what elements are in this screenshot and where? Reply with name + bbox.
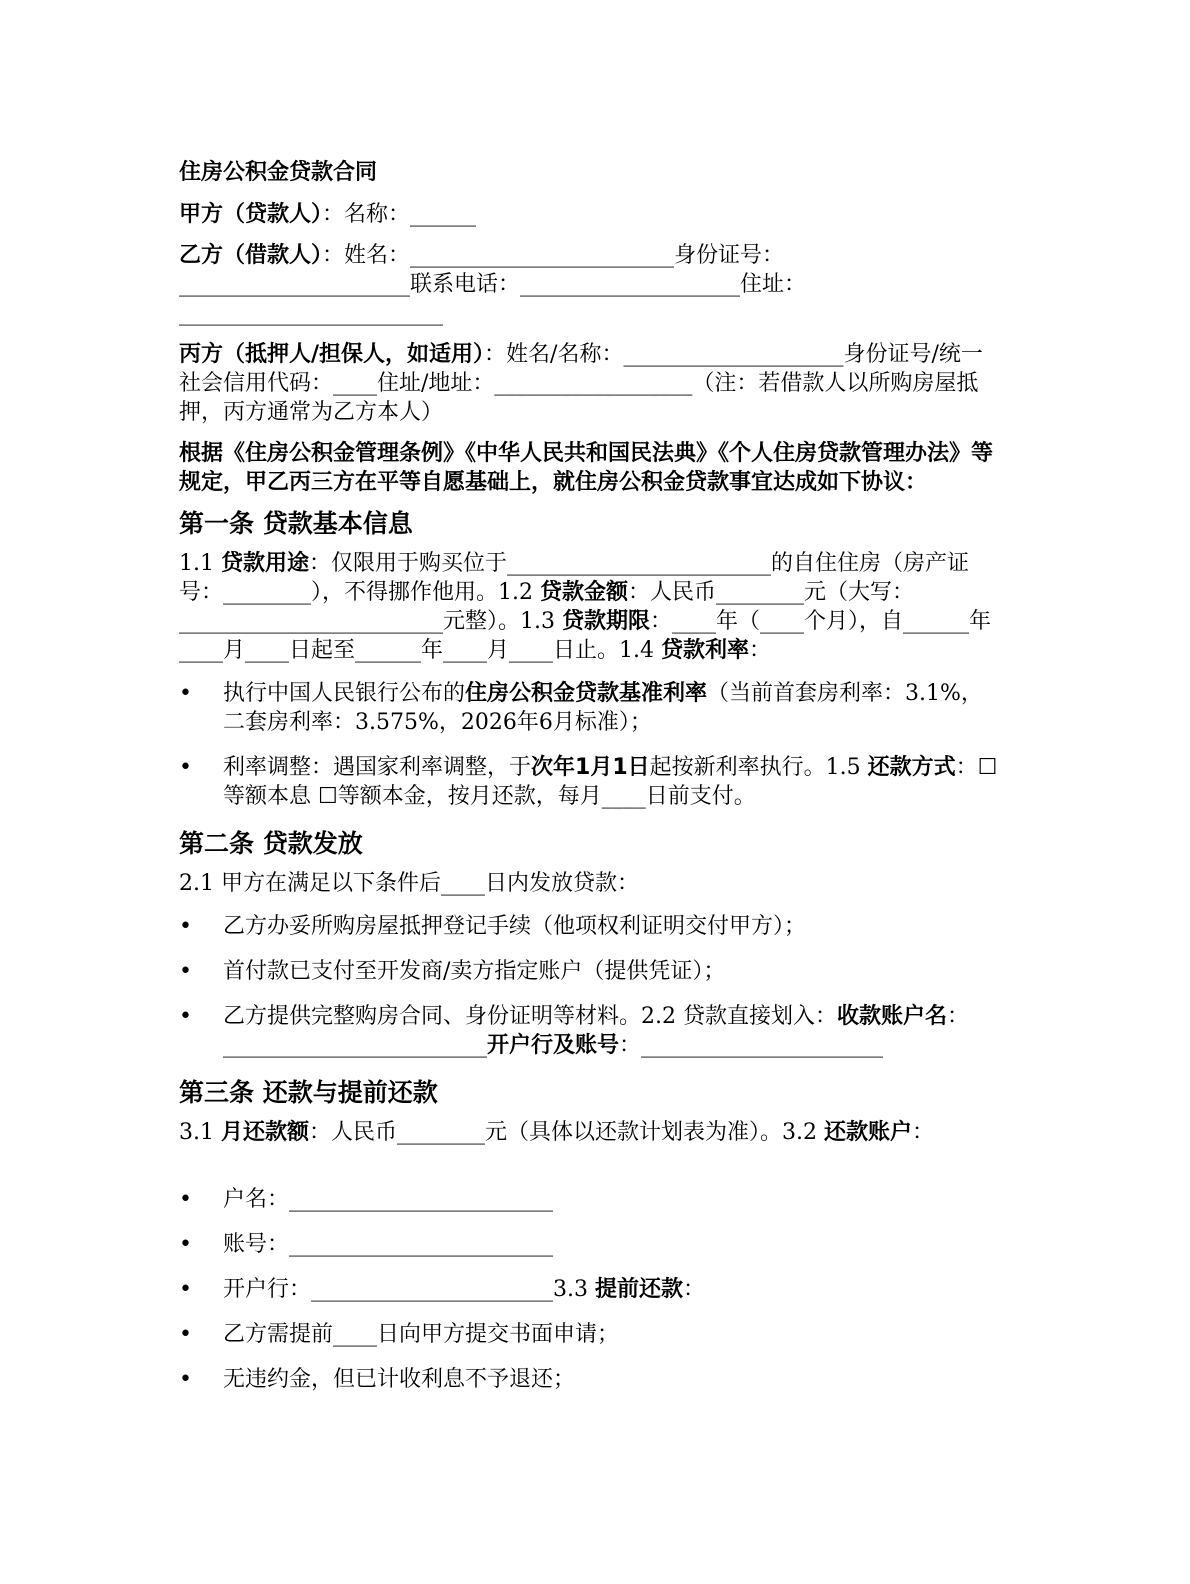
clause-3-3-text: ： [683,1277,706,1302]
clause-3-1-number: 3.1 [179,1120,221,1145]
preamble: 根据《住房公积金管理条例》《中华人民共和国民法典》《个人住房贷款管理办法》等规定，甲乙丙三方在平等自愿基础上，就住房公积金贷款事宜达成如下协议： [179,441,994,495]
contract-page [179,158,1001,1410]
list-item [179,679,1001,737]
clause-1-3-label: 贷款期限 [561,609,650,634]
bullet-icon: • [179,1004,192,1029]
article-3-heading: 第三条 还款与提前还款 [179,1078,438,1107]
article-3-list [179,1185,1001,1394]
account-bank: 开户行：______________________3.3 [223,1277,595,1302]
bullet-icon: • [179,1187,192,1212]
party-b-label: 乙方（借款人） [179,243,323,268]
clause-1-5-text: ：☐等额本息 ☐等额本金，按月还款，每月____日前支付。 [223,755,998,809]
payee-account-label: 收款账户名 [836,1004,947,1029]
document-title: 住房公积金贷款合同 [179,160,378,185]
condition-mortgage: 乙方办妥所购房屋抵押登记手续（他项权利证明交付甲方）； [223,914,807,939]
list-item [179,912,1001,941]
list-item [179,1365,1001,1394]
condition-documents: 乙方提供完整购房合同、身份证明等材料。2.2 贷款直接划入： [223,1004,837,1029]
bullet-icon: • [179,914,192,939]
party-a-text: ：名称：______ [322,202,477,227]
list-item [179,957,1001,986]
article-1-list [179,679,1001,811]
list-item [179,1275,1001,1304]
list-item [179,1230,1001,1259]
clause-1-4-text: ： [749,638,772,663]
clause-3-2-label: 还款账户 [823,1120,912,1145]
bullet-icon: • [179,1232,192,1257]
clause-1-2-label: 贷款金额 [539,580,628,605]
clause-3-3-label: 提前还款 [594,1277,683,1302]
clause-1-5-label: 还款方式 [867,755,956,780]
party-b [179,241,1001,328]
party-c-text: ：姓名/名称：____________________身份证号/统一社会信用代码：____住址/地址：__________________（注：若借款人以所购房屋抵押，丙方通常为乙方本人） [179,342,983,425]
bullet-icon: • [179,1367,192,1392]
bank-account-text: ：______________________ [619,1033,884,1058]
article-2-heading: 第二条 贷款发放 [179,829,363,858]
clause-3-2-text: ： [912,1120,935,1145]
clause-1-1-label: 贷款用途 [220,551,309,576]
prepay-penalty: 无违约金，但已计收利息不予退还； [223,1367,576,1392]
article-1-heading: 第一条 贷款基本信息 [179,509,413,538]
payee-account-text: ：________________________ [223,1004,970,1058]
list-item [179,1320,1001,1349]
party-a-label: 甲方（贷款人） [179,202,323,227]
bank-account-label: 开户行及账号 [487,1033,620,1058]
bullet-icon: • [179,1322,192,1347]
clause-1-1-text: ：仅限用于购买位于________________________的自住住房（房产证号：________），不得挪作他用。1.2 [179,551,970,605]
party-a [179,200,1001,229]
rate-adjust-pre: 利率调整：遇国家利率调整，于 [223,755,532,780]
bullet-icon: • [179,681,192,706]
prepay-notice: 乙方需提前____日向甲方提交书面申请； [223,1322,620,1347]
clause-3-1-text: ：人民币________元（具体以还款计划表为准）。3.2 [309,1120,824,1145]
rate-text-post: （当前首套房利率：3.1%，二套房利率：3.575%，2026年6月标准）； [223,681,983,735]
party-c [179,340,1001,427]
party-c-label: 丙方（抵押人/担保人，如适用） [179,342,485,367]
list-item [179,753,1001,811]
clause-1-4-label: 贷款利率 [660,638,749,663]
clause-3-1-label: 月还款额 [220,1120,309,1145]
bullet-icon: • [179,959,192,984]
article-3-body [179,1118,1001,1147]
bullet-icon: • [179,1277,192,1302]
clause-1-2-text: ：人民币________元（大写：________________________元整）。1.3 [179,580,915,634]
rate-text-pre: 执行中国人民银行公布的 [223,681,466,706]
clause-1-3-text: ：____年（____个月），自______年____月____日起至______年____月____日止。1.4 [179,609,992,663]
condition-down-payment: 首付款已支付至开发商/卖方指定账户（提供凭证）； [223,959,726,984]
party-b-text: ：姓名：________________________身份证号：_____________________联系电话：____________________住址：________________________ [179,243,807,326]
clause-2-1: 2.1 甲方在满足以下条件后____日内发放贷款： [179,871,639,896]
rate-text-bold: 住房公积金贷款基准利率 [465,681,708,706]
article-2-list [179,912,1001,1060]
article-1-body [179,549,1001,665]
account-number: 账号：________________________ [223,1232,554,1257]
account-name: 户名：________________________ [223,1187,554,1212]
clause-1-1-number: 1.1 [179,551,221,576]
list-item [179,1185,1001,1214]
rate-adjust-mid: 起按新利率执行。1.5 [649,755,868,780]
list-item [179,1002,1001,1060]
bullet-icon: • [179,755,192,780]
rate-adjust-bold: 次年1月1日 [531,755,650,780]
